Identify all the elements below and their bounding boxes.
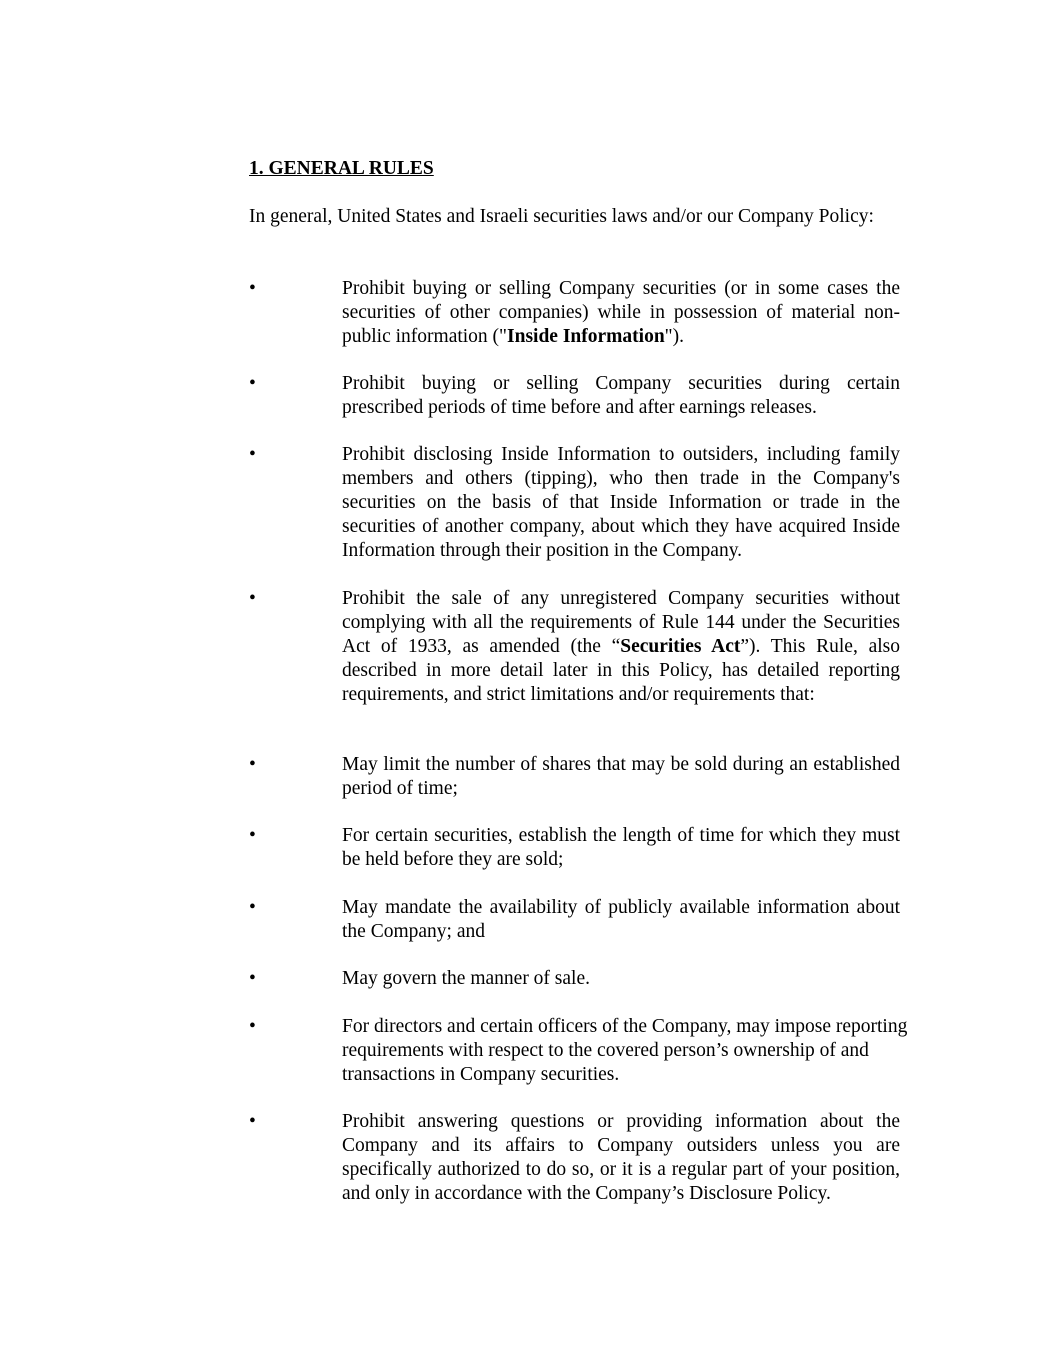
bullet-icon: • [249,373,256,394]
intro-paragraph: In general, United States and Israeli securities laws and/or our Company Policy: [249,206,874,227]
bullet-text: May govern the manner of sale. [342,968,590,989]
defined-term: Securities Act [620,636,741,657]
bullet-icon: • [249,968,256,989]
bullet-icon: • [249,1111,256,1132]
bullet-text: Prohibit buying or selling Company securities (or in some cases the securities of other companies) while in possession of material non-public information ("Inside Information"). [342,278,900,347]
section-heading: 1. GENERAL RULES [249,158,434,179]
bullet-text: May mandate the availability of publicly available information about the Company; and [342,897,900,942]
defined-term: Inside Information [507,326,665,347]
bullet-icon: • [249,897,256,918]
bullet-text: Prohibit buying or selling Company securities during certain prescribed periods of time before and after earnings releases. [342,373,900,418]
bullet-icon: • [249,1016,256,1037]
bullet-text: Prohibit answering questions or providing information about the Company and its affairs to Company outsiders unless you are specifically authorized to do so, or it is a regular part of your position, and only in accordance with the Company’s Disclosure Policy. [342,1111,900,1204]
bullet-icon: • [249,588,256,609]
bullet-text: For certain securities, establish the length of time for which they must be held before they are sold; [342,825,900,870]
bullet-text: Prohibit disclosing Inside Information to outsiders, including family members and others (tipping), who then trade in the Company's securities on the basis of that Inside Information or trade in the securities of another company, about which they have acquired Inside Information through their position in the Company. [342,444,900,561]
bullet-text: For directors and certain officers of the Company, may impose reporting requirements with respect to the covered person’s ownership of and transactions in Company securities. [342,1016,908,1085]
bullet-icon: • [249,278,256,299]
bullet-icon: • [249,825,256,846]
bullet-icon: • [249,754,256,775]
bullet-text: May limit the number of shares that may be sold during an established period of time; [342,754,900,799]
bullet-icon: • [249,444,256,465]
bullet-text: Prohibit the sale of any unregistered Company securities without complying with all the requirements of Rule 144 under the Securities Act of 1933, as amended (the “Securities Act”). This Rule, also described in more detail later in this Policy, has detailed reporting requirements, and strict limitations and/or requirements that: [342,588,900,705]
